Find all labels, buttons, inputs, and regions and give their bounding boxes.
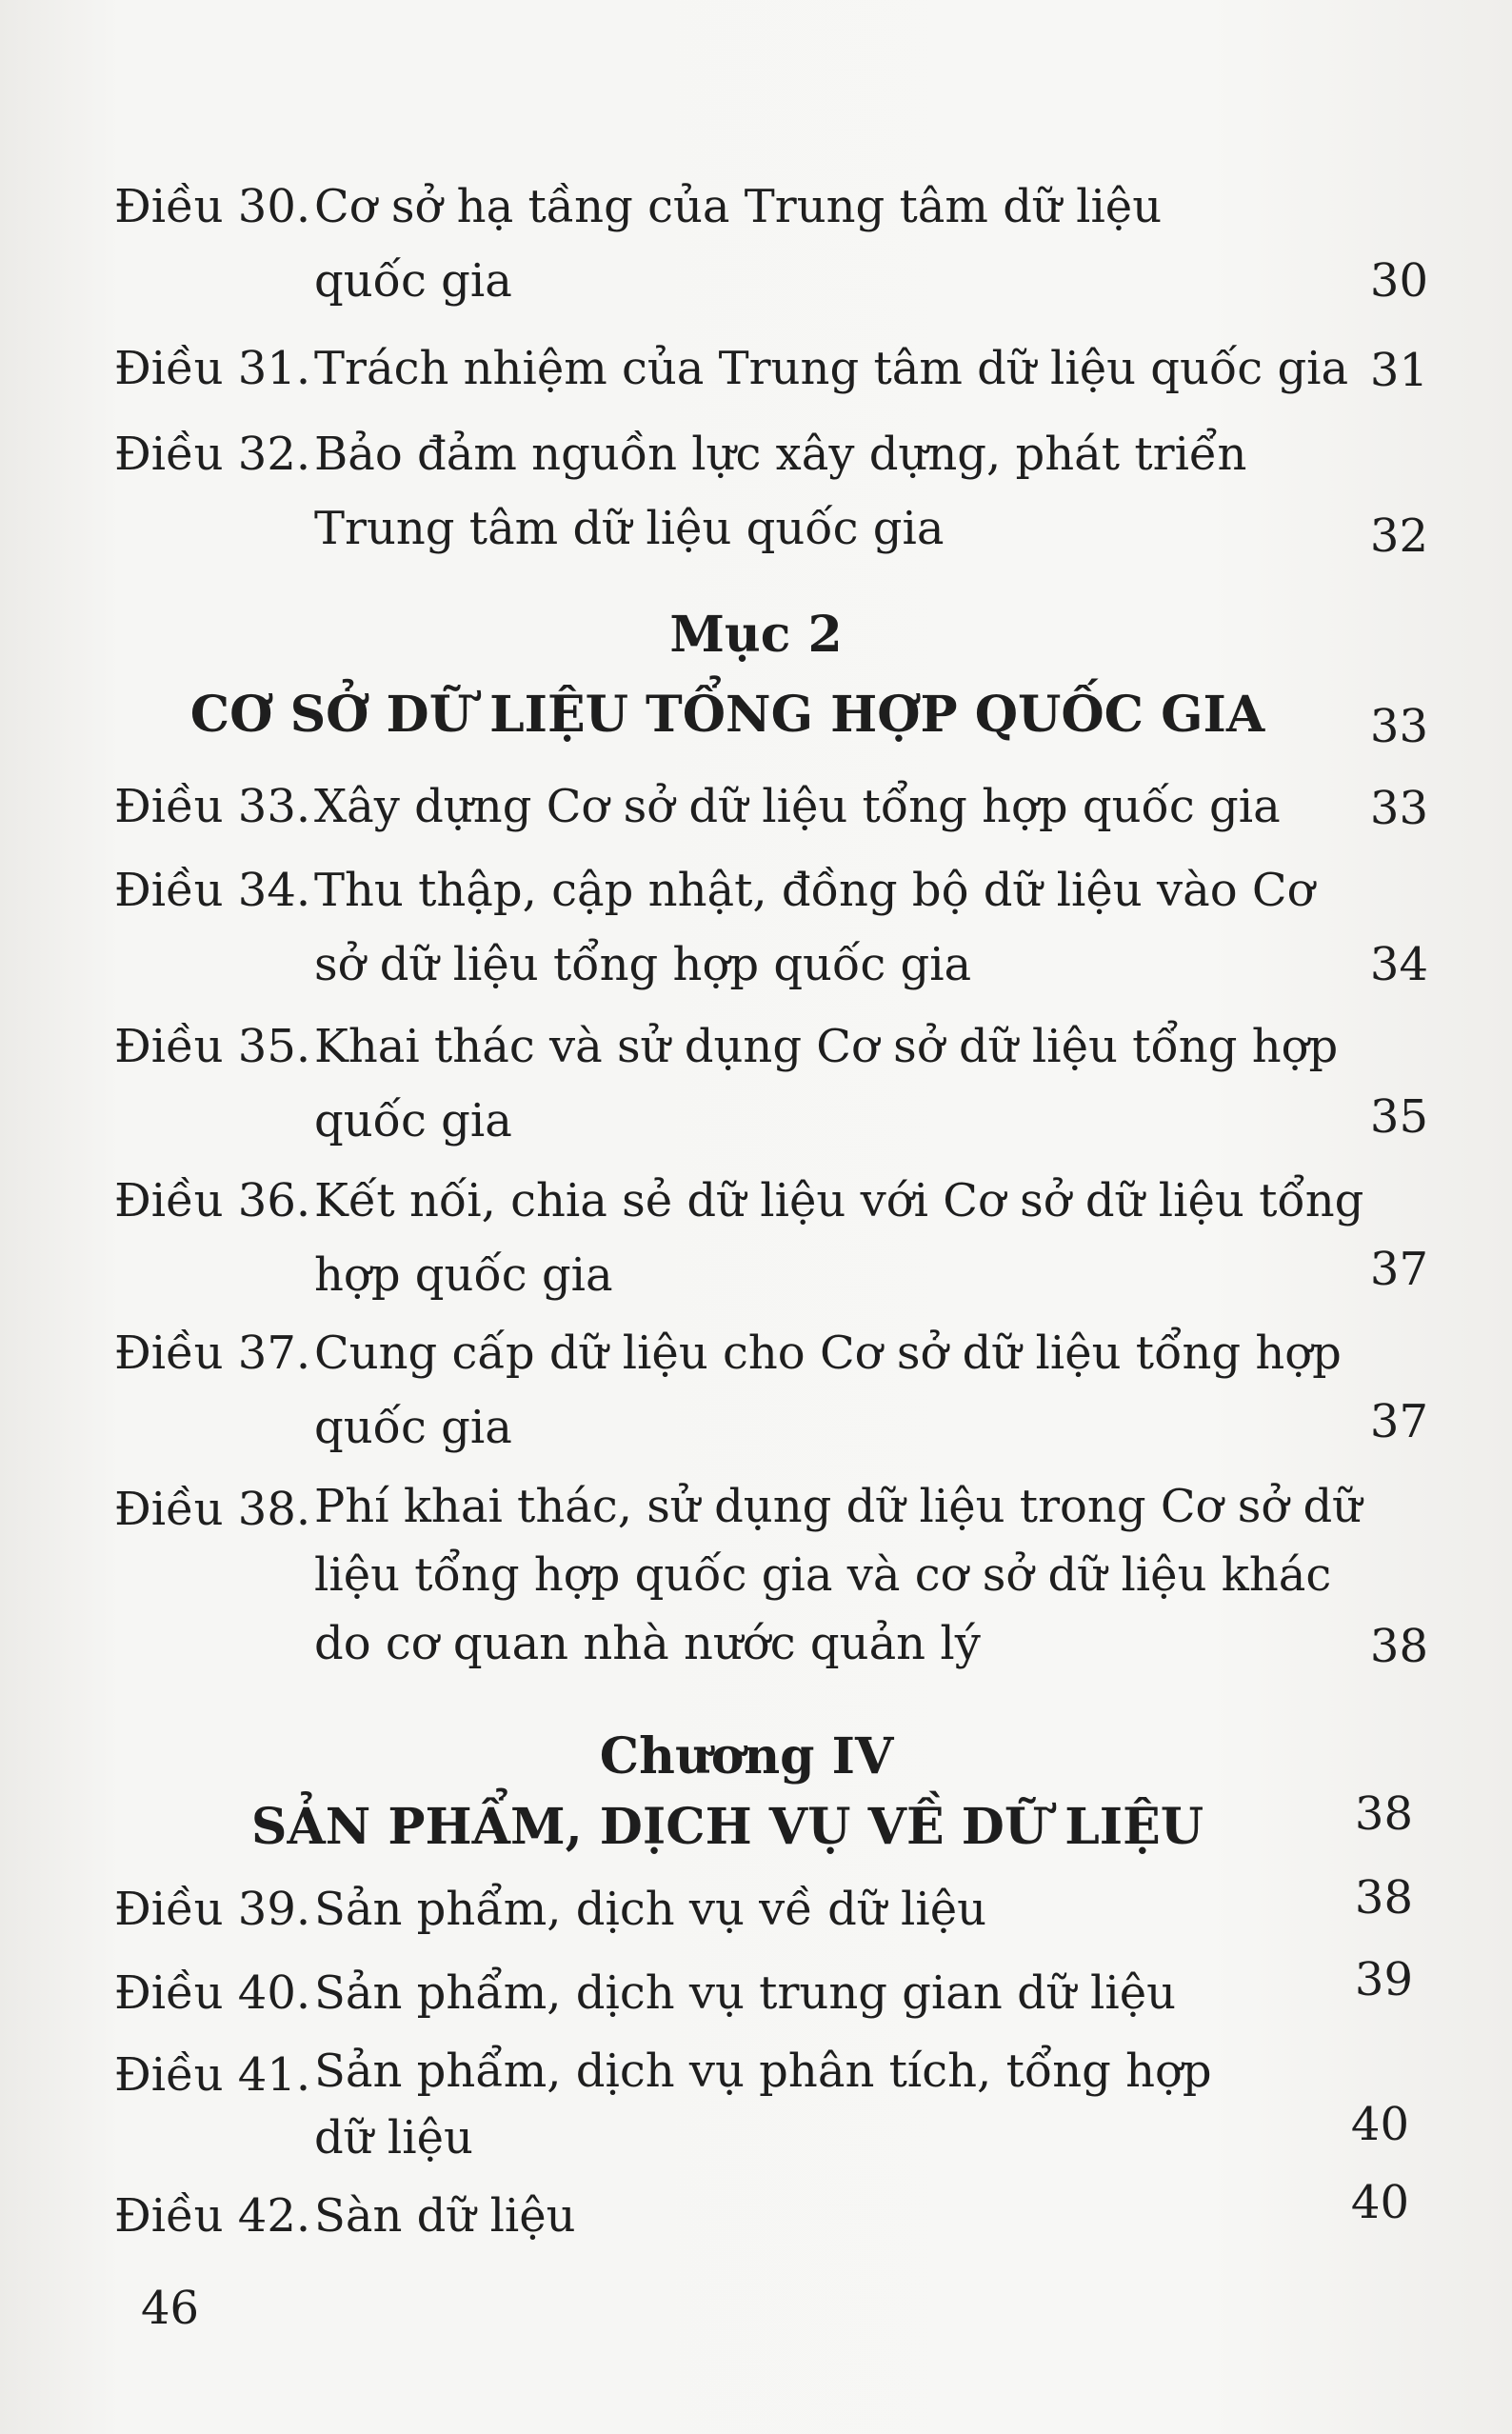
- chapter-title: SẢN PHẨM, DỊCH VỤ VỀ DỮ LIỆU: [250, 1798, 1204, 1856]
- article-number: Điều 33.: [114, 780, 311, 833]
- page-ref: 37: [1369, 1243, 1428, 1296]
- article-number: Điều 35.: [114, 1020, 311, 1073]
- article-title: Sản phẩm, dịch vụ về dữ liệu: [314, 1883, 987, 1936]
- article-number: Điều 38.: [114, 1483, 311, 1536]
- article-title: Cơ sở hạ tầng của Trung tâm dữ liệu quốc gia: [314, 180, 1163, 308]
- page-ref: 33: [1369, 782, 1428, 835]
- page-ref: 37: [1369, 1395, 1428, 1448]
- chapter-heading: Chương IV: [599, 1727, 894, 1786]
- page-ref: 32: [1369, 509, 1428, 563]
- article-title: Bảo đảm nguồn lực xây dựng, phát triển Trung tâm dữ liệu quốc gia: [314, 428, 1247, 555]
- article-title: Phí khai thác, sử dụng dữ liệu trong Cơ sở dữ liệu tổng hợp quốc gia và cơ sở dữ liệu khác do cơ quan nhà nước quản lý: [314, 1480, 1363, 1670]
- page-ref: 40: [1350, 2176, 1409, 2229]
- page-ref: 38: [1369, 1620, 1428, 1673]
- page-ref: 30: [1369, 254, 1428, 308]
- article-number: Điều 30.: [114, 180, 311, 233]
- page-ref: 40: [1350, 2098, 1409, 2151]
- article-title: Sản phẩm, dịch vụ trung gian dữ liệu: [314, 1966, 1177, 2020]
- article-number: Điều 36.: [114, 1174, 311, 1227]
- page-ref: 39: [1354, 1953, 1413, 2006]
- article-title: Thu thập, cập nhật, đồng bộ dữ liệu vào Cơ sở dữ liệu tổng hợp quốc gia: [314, 864, 1315, 991]
- page-ref: 35: [1369, 1090, 1428, 1144]
- page-ref: 38: [1354, 1787, 1413, 1841]
- article-number: Điều 41.: [114, 2048, 311, 2102]
- article-number: Điều 40.: [114, 1966, 311, 2020]
- article-number: Điều 37.: [114, 1327, 311, 1380]
- page-ref: 34: [1369, 938, 1428, 991]
- article-number: Điều 34.: [114, 864, 311, 917]
- article-title: Sàn dữ liệu: [314, 2189, 576, 2243]
- article-title: Kết nối, chia sẻ dữ liệu với Cơ sở dữ liệu tổng hợp quốc gia: [314, 1174, 1364, 1302]
- article-title: Cung cấp dữ liệu cho Cơ sở dữ liệu tổng hợp quốc gia: [314, 1327, 1342, 1454]
- section-title: CƠ SỞ DỮ LIỆU TỔNG HỢP QUỐC GIA: [189, 686, 1265, 744]
- article-title: Xây dựng Cơ sở dữ liệu tổng hợp quốc gia: [314, 780, 1281, 833]
- article-number: Điều 39.: [114, 1883, 311, 1936]
- article-title: Sản phẩm, dịch vụ phân tích, tổng hợp dữ liệu: [314, 2045, 1212, 2165]
- section-heading: Mục 2: [669, 606, 843, 664]
- article-title: Trách nhiệm của Trung tâm dữ liệu quốc gia: [314, 342, 1349, 395]
- article-number: Điều 32.: [114, 428, 311, 481]
- page-ref: 31: [1369, 344, 1428, 397]
- page-number: 46: [141, 2282, 200, 2335]
- article-number: Điều 31.: [114, 342, 311, 395]
- article-number: Điều 42.: [114, 2189, 311, 2243]
- article-title: Khai thác và sử dụng Cơ sở dữ liệu tổng hợp quốc gia: [314, 1020, 1339, 1147]
- page-ref: 38: [1354, 1871, 1413, 1925]
- page-ref: 33: [1369, 700, 1428, 753]
